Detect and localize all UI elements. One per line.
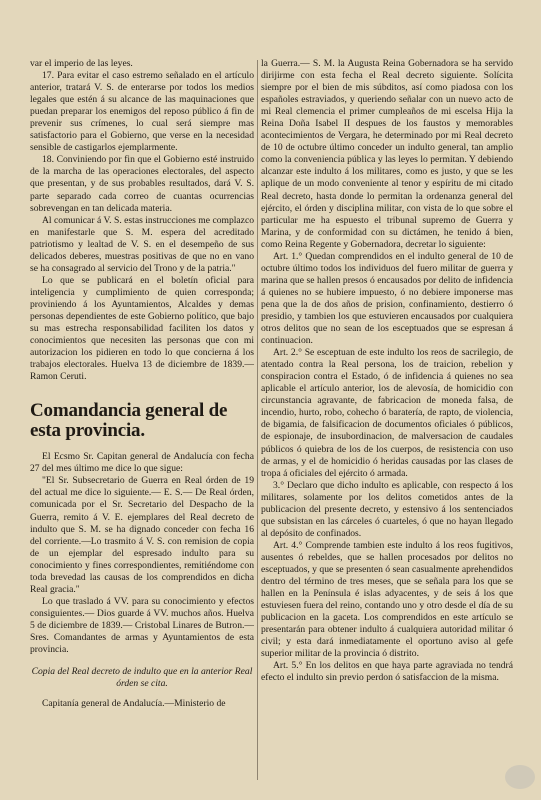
heading-spacer bbox=[30, 441, 254, 451]
article-17: 17. Para evitar el caso estremo señalado en el artículo anterior, tratará V. S. de enterarse por todos los medios legales que estén á su alcance de las maquinaciones que puedan preparar los enemigos del reposo público á fin de prevenir sus crímenes, lo cual será siempre mas satisfactorio para el Gobierno, que verse en la necesidad sensible de castigarlos ejemplarmente. bbox=[30, 70, 254, 154]
library-stamp-mark bbox=[505, 765, 535, 789]
paragraph-continuation: var el imperio de las leyes. bbox=[30, 58, 133, 69]
column-divider bbox=[257, 60, 258, 780]
decree-copy-title: Copia del Real decreto de indulto que en la anterior Real órden se cita. bbox=[31, 666, 253, 690]
decree-article-2: Art. 2.° Se esceptuan de este indulto los reos de sacrilegio, de atentado contra la Real persona, los de traicion, rebelion y conspiracion contra el Estado, ó de infidencia á quienes no sea aplicable el artículo anterior, los de alevosía, de homicidio con circunstancia agravante, de fabricacion de moneda falsa, de incendio, hurto, robo, cohecho ó baratería, de rapto, de violencia, de bigamia, de falsificacion de documentos oficiales ó públicos, de espionaje, de insubordinacion, de malversacion de caudales públicos ó quiebra de los de los cuerpos, de resistencia con uso de armas, y el de homicidio ó heridas causadas por las clases de tropa á oficiales del ejército ó armada. bbox=[261, 347, 513, 479]
right-column bbox=[261, 58, 513, 684]
decree-article-3: 3.° Declaro que dicho indulto es aplicable, con respecto á los militares, solamente por los delitos cometidos antes de la publicacion del presente decreto, y estensivo á los sentenciados que subsistan en las cárceles ó cuarteles, ó que no hayan llegado al depósito de confinados. bbox=[261, 479, 513, 539]
section-heading: Comandancia general de esta provincia. bbox=[30, 400, 228, 442]
decree-preamble: la Guerra.— S. M. la Augusta Reina Gobernadora se ha servido dirijirme con esta fecha el Real decreto siguiente. Solícita siempre por el bien de mis súbditos, así como piadosa con los españoles estraviados, y queriendo señalar con un nuevo acto de mi Real clemencia el primer cumpleaños de mi escelsa Hija la Reina Doña Isabel II despues de los faustos y memorables acontecimientos de Vergara, he determinado por mi Real decreto de 10 de octubre último conceder un indulto general, tan amplio como la conveniencia pública y las leyes lo permitan. Y debiendo alcanzar este indulto á los militares, como es justo, y que se les aplique de un modo conveniente al tenor y espíritu de mi citado Real decreto, hasta donde lo permitan la ordenanza general del ejército, el órden y disciplina militar, con vista de lo que sobre el particular me ha espuesto el tribunal supremo de Guerra y Marina, y de conformidad con su dictámen, he tenido á bien, como Reina Regente y Gobernadora, decretar lo siguiente: bbox=[261, 58, 513, 250]
royal-order-quote: "El Sr. Subsecretario de Guerra en Real órden de 19 del actual me dice lo siguiente.— E. S.— De Real órden, comunicada por el Sr. Secretario del Despacho de la Guerra, remito á V. E. ejemplares del Real decreto de indulto que S. M. se ha dignado conceder con fecha 16 del corriente.—Lo trasmito á V. S. con remision de copia de un ejemplar del espresado indulto para su conocimiento y fines correspondientes, remitiéndome con toda brevedad las causas de los comprendidos en dicha Real gracia." bbox=[30, 475, 254, 595]
captaincy-line: Capitanía general de Andalucía.—Ministerio de bbox=[42, 698, 226, 710]
decree-article-5: Art. 5.° En los delitos en que haya parte agraviada no tendrá efecto el indulto sin previo perdon ó satisfaccion de la misma. bbox=[261, 660, 513, 684]
transmission-notice: Lo que traslado á VV. para su conocimiento y efectos consiguientes.— Dios guarde á VV. muchos años. Huelva 5 de diciembre de 1839.— Cristobal Linares de Butron.— Sres. Comandantes de armas y Ayuntamientos de esta provincia. bbox=[30, 595, 254, 656]
article-18: 18. Conviniendo por fin que el Gobierno esté instruido de la marcha de las operaciones electorales, del aspecto que presentan, y de sus probables resultados, dará V. S. parte separado cada correo de cuantas ocurrencias sobrevengan en tan delicada materia. bbox=[30, 154, 254, 214]
left-column bbox=[30, 58, 254, 710]
publication-notice: Lo que se publicará en el boletín oficial para inteligencia y cumplimiento de quien corresponda; proviniendo á los Ayuntamientos, Alcaldes y demas personas dependientes de este Gobierno político, que bajo su mas estrecha responsabilidad faciliten los datos y conocimientos que necesiten las personas que con mi autorizacion los pidieren en todo lo que concierna á los trabajos electorales. Huelva 13 de diciembre de 1839.—Ramon Ceruti. bbox=[30, 274, 254, 383]
decree-article-4: Art. 4.° Comprende tambien este indulto á los reos fugitivos, ausentes ó rebeldes, que se hallen procesados por delitos no esceptuados, y que se presenten ó sean casualmente aprehendidos dentro del término de tres meses, que se señala para los que se hallen en la Península é islas adyacentes, y de seis á los que estuviesen fuera del reino, contando uno y otro desde el día de su publicacion en la gaceta. Los comprendidos en este artículo se presentarán para obtener indulto á cualquiera autoridad militar ó civil; y esta dará inmediatamente el oportuno aviso al gefe superior militar de la provincia ó distrito. bbox=[261, 539, 513, 660]
decree-article-1: Art. 1.° Quedan comprendidos en el indulto general de 10 de octubre último todos los individuos del fuero militar de guerra y marina que se hallen presos ó encausados por delito de infidencia á quienes no se hubiere impuesto, ó no debiere imponerse mas pena que la de dos años de prision, confinamiento, destierro ó presidio, y tambien los que estuvieren encausados por cualquiera otros delitos que no sean de los esceptuados que se espresan á continuacion. bbox=[261, 250, 513, 347]
captain-general-intro: El Ecsmo Sr. Capitan general de Andalucía con fecha 27 del mes último me dice lo que sigue: bbox=[30, 451, 254, 475]
closing-paragraph: Al comunicar á V. S. estas instrucciones me complazco en manifestarle que S. M. espera del acreditado patriotismo y lealtad de V. S. en el desempeño de sus delicados deberes, muestras positivas de que no en vano se ha consagrado al servicio del Trono y de la patria." bbox=[30, 214, 254, 274]
